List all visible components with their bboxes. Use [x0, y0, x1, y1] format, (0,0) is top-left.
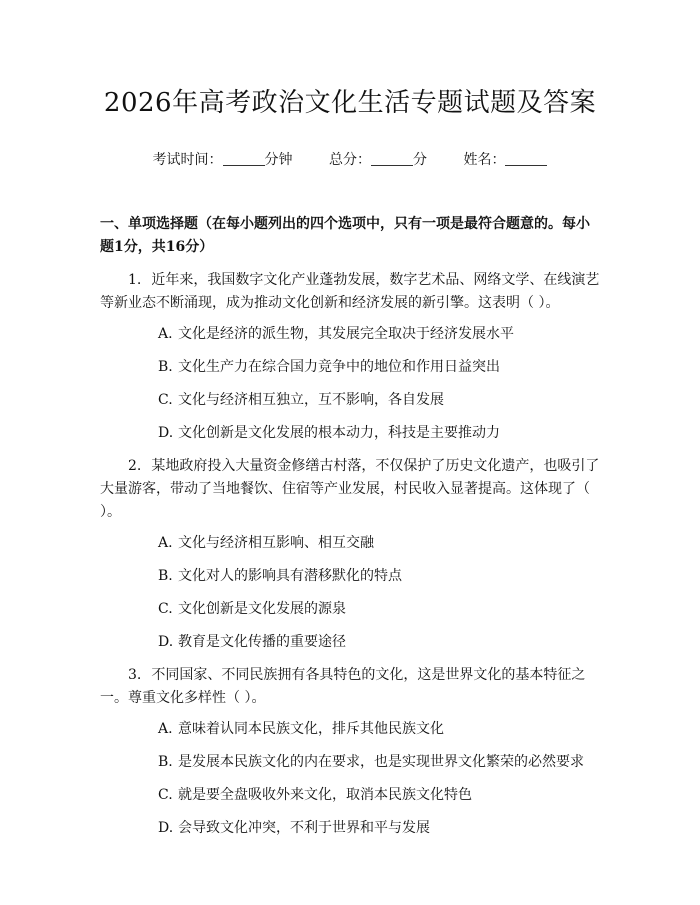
time-unit: 分钟: [264, 152, 293, 168]
option-d: [100, 422, 600, 445]
option-letter: D.: [158, 425, 174, 441]
option-d: [100, 631, 600, 654]
exam-time-field: [153, 149, 293, 169]
option-list: [100, 718, 600, 840]
page-title: 2026年高考政治文化生活专题试题及答案: [103, 88, 597, 118]
question-number: 1.: [128, 272, 142, 288]
question-2: [100, 455, 600, 654]
option-text: 文化创新是文化发展的根本动力，科技是主要推动力: [178, 425, 500, 441]
name-blank: [505, 151, 547, 166]
question-text: 某地政府投入大量资金修缮古村落，不仅保护了历史文化遗产，也吸引了大量游客，带动了当地餐饮、住宿等产业发展，村民收入显著提高。这体现了（ ）。: [100, 458, 600, 520]
option-letter: A.: [158, 721, 173, 737]
time-label: 考试时间：: [152, 152, 223, 168]
name-field: [463, 149, 547, 169]
exam-info-line: [100, 149, 600, 169]
option-text: 就是要全盘吸收外来文化，取消本民族文化特色: [178, 787, 472, 803]
option-letter: C.: [158, 787, 173, 803]
option-letter: C.: [158, 392, 173, 408]
option-a: [100, 718, 600, 741]
score-blank: [371, 151, 413, 166]
option-letter: B.: [158, 754, 173, 770]
option-list: [100, 532, 600, 654]
option-c: [100, 598, 600, 621]
option-text: 文化生产力在综合国力竞争中的地位和作用日益突出: [178, 359, 500, 375]
option-text: 文化创新是文化发展的源泉: [178, 601, 346, 617]
option-c: [100, 784, 600, 807]
option-b: [100, 751, 600, 774]
time-blank: [223, 151, 265, 166]
question-stem: [100, 269, 600, 315]
option-text: 会导致文化冲突，不利于世界和平与发展: [178, 820, 430, 836]
option-letter: A.: [158, 326, 173, 342]
option-letter: B.: [158, 359, 173, 375]
option-b: [100, 565, 600, 588]
total-score-field: [329, 149, 427, 169]
option-a: [100, 323, 600, 346]
question-text: 近年来，我国数字文化产业蓬勃发展，数字艺术品、网络文学、在线演艺等新业态不断涌现，成为推动文化创新和经济发展的新引擎。这表明（ ）。: [100, 272, 600, 311]
option-d: [100, 817, 600, 840]
option-text: 文化是经济的派生物，其发展完全取决于经济发展水平: [178, 326, 514, 342]
option-text: 文化与经济相互影响、相互交融: [178, 535, 374, 551]
question-number: 2.: [128, 458, 142, 474]
score-unit: 分: [413, 152, 427, 168]
option-letter: A.: [158, 535, 173, 551]
question-stem: [100, 455, 600, 524]
section-heading: 一、单项选择题（在每小题列出的四个选项中，只有一项是最符合题意的。每小题1分，共16分）: [100, 216, 590, 255]
question-1: [100, 269, 600, 445]
score-label: 总分：: [329, 152, 371, 168]
option-letter: C.: [158, 601, 173, 617]
option-b: [100, 356, 600, 379]
option-text: 意味着认同本民族文化，排斥其他民族文化: [178, 721, 444, 737]
option-c: [100, 389, 600, 412]
option-text: 教育是文化传播的重要途径: [178, 634, 346, 650]
question-text: 不同国家、不同民族拥有各具特色的文化，这是世界文化的基本特征之一。尊重文化多样性（ ）。: [100, 667, 586, 706]
option-a: [100, 532, 600, 555]
option-list: [100, 323, 600, 445]
option-letter: B.: [158, 568, 173, 584]
question-stem: [100, 664, 600, 710]
option-text: 文化与经济相互独立，互不影响，各自发展: [178, 392, 444, 408]
option-text: 文化对人的影响具有潜移默化的特点: [178, 568, 402, 584]
name-label: 姓名：: [463, 152, 506, 168]
option-letter: D.: [158, 634, 174, 650]
question-number: 3.: [128, 667, 142, 683]
option-letter: D.: [158, 820, 174, 836]
option-text: 是发展本民族文化的内在要求，也是实现世界文化繁荣的必然要求: [178, 754, 584, 770]
question-3: [100, 664, 600, 840]
